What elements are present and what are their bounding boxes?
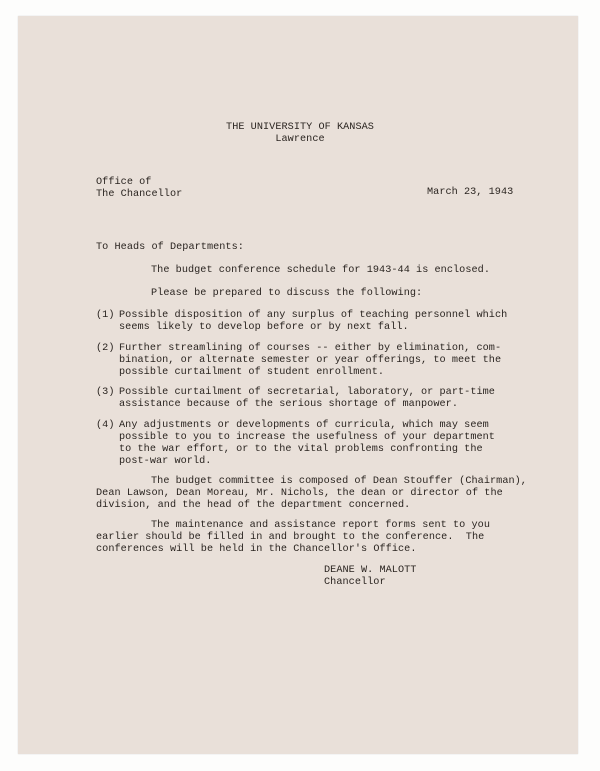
signature-name: DEANE W. MALOTT [324, 565, 417, 576]
item-number: (1) [96, 310, 115, 321]
item-line: assistance because of the serious shortage of manpower. [119, 399, 458, 410]
committee-line: Dean Lawson, Dean Moreau, Mr. Nichols, the dean or director of the [96, 488, 503, 499]
item-line: Any adjustments or developments of curricula, which may seem [119, 420, 489, 431]
item-line: Further streamlining of courses -- either by elimination, com- [119, 343, 502, 354]
intro-paragraph-2: Please be prepared to discuss the following: [151, 288, 423, 299]
maintenance-line: conferences will be held in the Chancellor's Office. [96, 544, 417, 555]
item-line: possible to you to increase the usefulness of your department [119, 432, 495, 443]
item-line: Possible disposition of any surplus of teaching personnel which [119, 310, 508, 321]
item-line: Possible curtailment of secretarial, laboratory, or part-time [119, 387, 495, 398]
item-line: possible curtailment of student enrollment. [119, 367, 385, 378]
maintenance-line: earlier should be filled in and brought to the conference. The [96, 532, 485, 543]
item-line: post-war world. [119, 456, 212, 467]
office-line-2: The Chancellor [96, 189, 183, 200]
signature-title: Chancellor [324, 577, 386, 588]
item-number: (3) [96, 387, 115, 398]
intro-paragraph-1: The budget conference schedule for 1943-44 is enclosed. [151, 265, 490, 276]
institution-heading: THE UNIVERSITY OF KANSAS [226, 122, 374, 133]
committee-line: division, and the head of the department concerned. [96, 500, 411, 511]
city-heading: Lawrence [275, 134, 325, 145]
maintenance-line: The maintenance and assistance report forms sent to you [151, 520, 490, 531]
office-line-1: Office of [96, 177, 152, 188]
salutation: To Heads of Departments: [96, 242, 244, 253]
committee-line: The budget committee is composed of Dean Stouffer (Chairman), [151, 476, 527, 487]
item-line: to the war effort, or to the vital problems confronting the [119, 444, 483, 455]
item-number: (2) [96, 343, 115, 354]
item-number: (4) [96, 420, 115, 431]
letter-date: March 23, 1943 [427, 187, 514, 198]
item-line: seems likely to develop before or by next fall. [119, 322, 409, 333]
item-line: bination, or alternate semester or year offerings, to meet the [119, 355, 502, 366]
